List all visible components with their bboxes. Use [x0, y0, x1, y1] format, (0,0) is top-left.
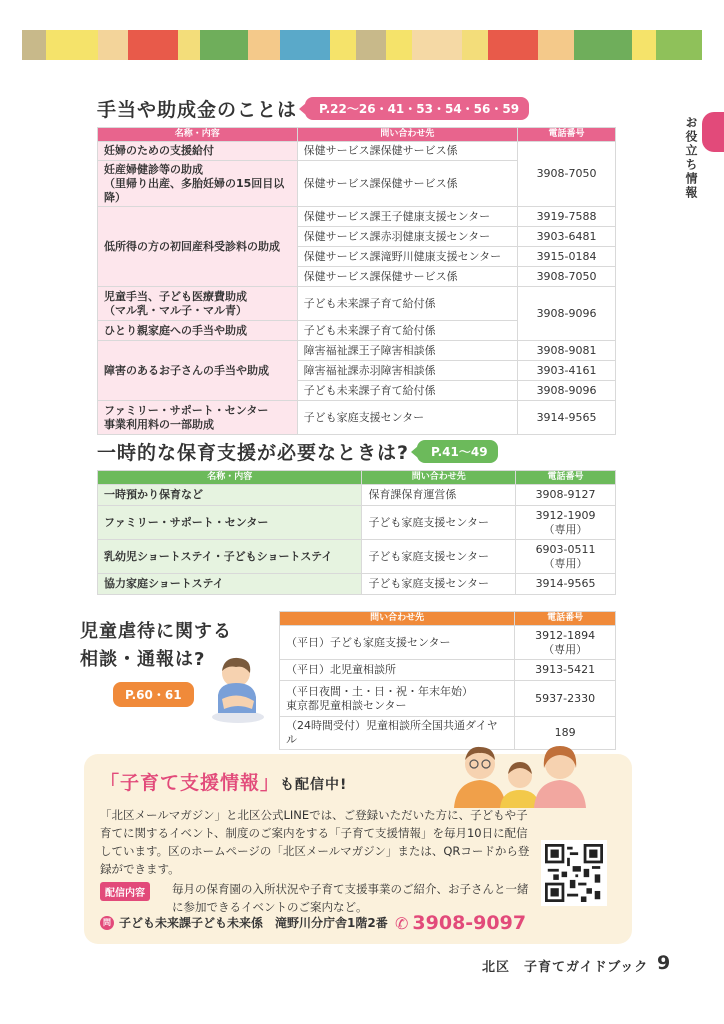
info-heading-main: 「子育て支援情報」 — [100, 772, 281, 794]
section-childcare-title — [97, 438, 498, 465]
delivery-content-text: 毎月の保育園の入所状況や子育て支援事業のご紹介、お子さんと一緒に参加できるイベントのご案内など。 — [172, 882, 529, 914]
table-header-row — [98, 471, 616, 485]
page-number: 9 — [657, 952, 671, 974]
row-contact: 子ども家庭支援センター — [297, 401, 518, 435]
row-tel: 3912-1894 （専用） — [515, 626, 616, 660]
delivery-content-badge: 配信内容 — [100, 882, 150, 901]
row-name: 妊婦のための支援給付 — [98, 142, 298, 161]
section-childcare-page-ref: P.41〜49 — [417, 440, 498, 463]
info-heading-rest: も配信中! — [280, 777, 348, 793]
table-row — [98, 485, 616, 506]
table-row — [280, 681, 616, 717]
side-index-tab — [702, 112, 724, 152]
row-tel: 3903-6481 — [518, 227, 616, 247]
table-row — [280, 626, 616, 660]
section-childcare-heading: 一時的な保育支援が必要なときは? — [97, 442, 410, 464]
row-contact: 子ども未来課子育て給付係 — [297, 381, 518, 401]
row-tel: 6903-0511 （専用） — [516, 540, 616, 574]
table-row — [98, 540, 616, 574]
top-bunting-decoration — [22, 30, 702, 64]
row-tel: 3914-9565 — [516, 574, 616, 595]
row-name: 障害のあるお子さんの手当や助成 — [98, 341, 298, 401]
row-contact: 子ども家庭支援センター — [362, 540, 516, 574]
table-row — [98, 207, 616, 227]
phone-icon: ✆ — [395, 913, 409, 933]
qr-code[interactable] — [541, 840, 607, 906]
row-name: ファミリー・サポート・センター 事業利用料の一部助成 — [98, 401, 298, 435]
section-abuse-page-ref: P.60・61 — [113, 682, 194, 707]
row-contact: （24時間受付）児童相談所全国共通ダイヤル — [280, 717, 515, 750]
info-phone-number: 3908-9097 — [412, 912, 527, 934]
row-contact: 子ども家庭支援センター — [362, 506, 516, 540]
row-tel: 3913-5421 — [515, 660, 616, 681]
info-body-text: 「北区メールマガジン」と北区公式LINEでは、ご登録いただいた方に、子どもや子育てに関するイベント、制度のご案内をする「子育て支援情報」を毎月10日に配信しています。区のホームページの「北区メールマガジン」または、QRコードから登録ができます。 — [100, 808, 530, 876]
inquiry-icon: 問 — [100, 916, 114, 930]
header-contact: 問い合わせ先 — [362, 471, 516, 485]
row-contact: 保健サービス課保健サービス係 — [297, 142, 518, 161]
row-name: 協力家庭ショートステイ — [98, 574, 362, 595]
section-allowances-page-ref: P.22〜26・41・53・54・56・59 — [305, 97, 529, 120]
table-header-row — [280, 612, 616, 626]
row-name: ファミリー・サポート・センター — [98, 506, 362, 540]
side-index-label: お役立ち情報 — [684, 116, 698, 200]
info-contact-text: 子ども未来課子ども未来係 滝野川分庁舎1階2番 — [119, 916, 388, 930]
row-name: 乳幼児ショートステイ・子どもショートステイ — [98, 540, 362, 574]
section-abuse-heading-line2: 相談・通報は? — [80, 649, 206, 670]
row-contact: 子ども未来課子育て給付係 — [297, 287, 518, 321]
row-contact: （平日）子ども家庭支援センター — [280, 626, 515, 660]
row-name: 低所得の方の初回産科受診料の助成 — [98, 207, 298, 287]
info-contact — [100, 914, 388, 931]
section-allowances-title — [97, 95, 529, 122]
row-contact: 保健サービス課保健サービス係 — [297, 267, 518, 287]
table-row — [98, 142, 616, 161]
table-row — [98, 401, 616, 435]
row-tel: 3908-9081 — [518, 341, 616, 361]
row-contact: 保健サービス課保健サービス係 — [297, 161, 518, 207]
header-contact: 問い合わせ先 — [297, 128, 518, 142]
row-tel: 3903-4161 — [518, 361, 616, 381]
allowances-table — [97, 127, 616, 435]
table-row — [280, 660, 616, 681]
row-contact: 保健サービス課赤羽健康支援センター — [297, 227, 518, 247]
table-row — [98, 341, 616, 361]
family-illustration — [450, 738, 590, 808]
row-contact: 保健サービス課王子健康支援センター — [297, 207, 518, 227]
row-name: ひとり親家庭への手当や助成 — [98, 321, 298, 341]
header-tel: 電話番号 — [518, 128, 616, 142]
row-tel: 3908-9096 — [518, 381, 616, 401]
row-tel: 189 — [515, 717, 616, 750]
row-contact: （平日夜間・土・日・祝・年末年始） 東京都児童相談センター — [280, 681, 515, 717]
table-row — [98, 574, 616, 595]
section-allowances-heading: 手当や助成金のことは — [97, 99, 298, 121]
row-tel: 3908-7050 — [518, 142, 616, 207]
row-name: 児童手当、子ども医療費助成 （マル乳・マル子・マル青） — [98, 287, 298, 321]
row-tel: 3908-9096 — [518, 287, 616, 341]
row-contact: 子ども未来課子育て給付係 — [297, 321, 518, 341]
info-phone[interactable] — [395, 912, 526, 934]
row-contact: 保育課保育運営係 — [362, 485, 516, 506]
row-contact: 子ども家庭支援センター — [362, 574, 516, 595]
row-tel: 3919-7588 — [518, 207, 616, 227]
footer-guide-title: 北区 子育てガイドブック — [482, 960, 649, 975]
abuse-consultation-table — [279, 611, 616, 750]
header-tel: 電話番号 — [516, 471, 616, 485]
header-contact: 問い合わせ先 — [280, 612, 515, 626]
info-heading — [100, 768, 347, 795]
row-tel: 3908-7050 — [518, 267, 616, 287]
row-tel: 3915-0184 — [518, 247, 616, 267]
row-tel: 5937-2330 — [515, 681, 616, 717]
row-contact: （平日）北児童相談所 — [280, 660, 515, 681]
header-name: 名称・内容 — [98, 128, 298, 142]
row-tel: 3908-9127 — [516, 485, 616, 506]
table-header-row — [98, 128, 616, 142]
row-contact: 障害福祉課赤羽障害相談係 — [297, 361, 518, 381]
qr-code-icon — [545, 844, 603, 902]
header-name: 名称・内容 — [98, 471, 362, 485]
row-tel: 3914-9565 — [518, 401, 616, 435]
section-abuse-heading-line1: 児童虐待に関する — [80, 621, 232, 642]
table-row — [98, 506, 616, 540]
header-tel: 電話番号 — [515, 612, 616, 626]
row-name: 一時預かり保育など — [98, 485, 362, 506]
row-name: 妊産婦健診等の助成 （里帰り出産、多胎妊婦の15回目以降） — [98, 161, 298, 207]
sad-child-illustration — [208, 655, 268, 725]
row-contact: 障害福祉課王子障害相談係 — [297, 341, 518, 361]
table-row — [98, 287, 616, 321]
childcare-table — [97, 470, 616, 595]
row-contact: 保健サービス課滝野川健康支援センター — [297, 247, 518, 267]
row-tel: 3912-1909 （専用） — [516, 506, 616, 540]
